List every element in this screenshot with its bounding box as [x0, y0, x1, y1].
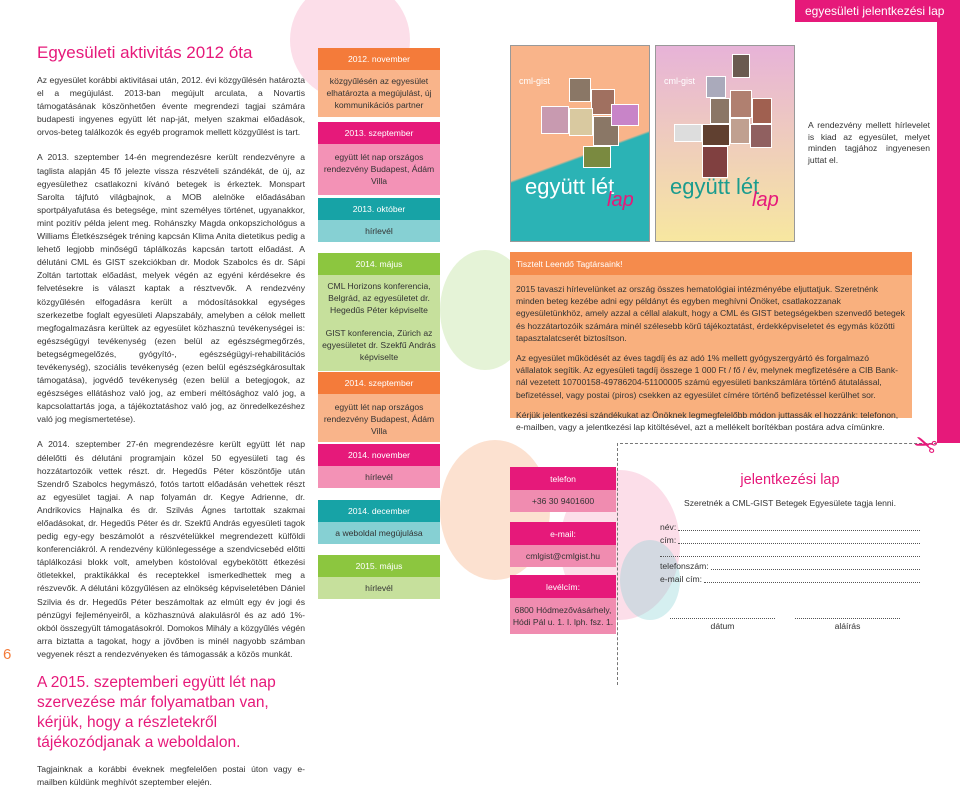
- article-highlight: A 2015. szeptemberi együtt lét nap szervezése már folyamatban van, kérjük, hogy a részletekről tájékozódjanak a weboldalon.: [37, 674, 276, 752]
- newsletter-cover: [655, 45, 795, 242]
- timeline-item: [318, 555, 440, 599]
- contact-phone: [510, 467, 616, 512]
- contact-label: levélcím:: [510, 575, 616, 598]
- timeline-text: hírlevél: [318, 220, 440, 242]
- cover-lap: lap: [607, 189, 634, 211]
- timeline-text: a weboldal megújulása: [318, 522, 440, 544]
- notice-paragraph: Az egyesület működését az éves tagdíj és az adó 1% mellett gyógyszergyártó és forgalmazó vállalatok segítik. Az egyesületi tagdíj összege 1 000 Ft / fő / év, melynek megfizetésére a CIB Bank-nál vezetett 10700158-49786204-51100005 számú egyesületi bankszámlára történő átutalással, befizetéssel, vagy postai (piros) csekken az egyesület címére történő befizetéssel kerülhet sor.: [516, 353, 898, 400]
- notice-paragraph: Kérjük jelentkezési szándékukat az Önöknek legmegfelelőbb módon juttassák el hozzánk: telefonon, e-mailben, vagy a jelentkezési lap kitöltésével, azt a mellékelt borítékban postára adva címünkre.: [516, 409, 899, 433]
- side-color-strip: [937, 22, 960, 443]
- timeline-item: [318, 122, 440, 195]
- article-closing: Tagjainknak a korábbi éveknek megfelelően postai úton vagy e-mailben küldünk meghívót szeptember elején.: [37, 764, 305, 788]
- timeline-date: 2014. május: [318, 253, 440, 275]
- timeline-item: [318, 500, 440, 544]
- cut-line: [620, 443, 937, 444]
- timeline-text: együtt lét nap országos rendezvény Budapest, Ádám Villa: [318, 144, 440, 195]
- contact-value[interactable]: cmlgist@cmlgist.hu: [510, 545, 616, 567]
- article-paragraph: A 2013. szeptember 14-én megrendezésre került rendezvényre a taglista alapján 45 fő jelezte vissza részvételi szándékát, de új, az egyesülethez csatlakozni kívánó betegek is érkeztek. Monspart Sarolta tájfutó világbajnok, a MOB alelnöke előadásában sportpályafutása és betegsége, mint személyes történet, ugyanakkor, mint pozitív példa jelent meg. Rohánszky Magda onkopszichológus a Williams Életkészségek tréning kapcsán Klima Anita dietetikus pedig a lehető legjobb minőségű táplálkozás kapcsán tartott előadást. A délutáni CML és GIST szekciókban dr. Modok Szabolcs és dr. Sápi Zoltán tartottak előadást, melyek végén az egyéni kérdésekre és felvetésekre is választ kaptak a résztvevők. A rendezvény közgyűlésén elfogadásra került a módosításokkal egységes szerkezetbe foglalt egyesületi Alapszabály, amelyben a célok mellett megfogalmazásra kerültek az egyesület közhasznú tevékenységei is: egészségügyi tevékenység (ezen belül az egészségmegőrzés, betegségmegelőzés, gyógyító-, egészségügyi-rehabilitációs tevékenység), szociális tevékenység (ezen belül egészségkárosultak támogatása), jogvédő tevékenység (ezen belül a betegjogok, az egészséges ellátáshoz való jog, az emberi méltósághoz való jog, a kapcsolattartás joga, a tájékoztatáshoz való jog, az önredelkezéshez való jog megismertetése).: [37, 152, 305, 425]
- article: [37, 43, 305, 801]
- contact-label: e-mail:: [510, 522, 616, 545]
- timeline-text: hírlevél: [318, 466, 440, 488]
- timeline-date: 2013. október: [318, 198, 440, 220]
- contact-email: [510, 522, 616, 567]
- address-field[interactable]: [660, 534, 920, 547]
- field-label: e-mail cím:: [660, 574, 703, 584]
- timeline-text: CML Horizons konferencia, Belgrád, az egyesületet dr. Hegedűs Péter képviselte: [327, 281, 431, 315]
- membership-notice: [510, 252, 912, 433]
- notice-heading: Tisztelt Leendő Tagtársaink!: [510, 252, 912, 275]
- timeline-item: [318, 48, 440, 117]
- application-form: [660, 472, 920, 586]
- timeline-text: együtt lét nap országos rendezvény Budapest, Ádám Villa: [318, 394, 440, 442]
- field-label: név:: [660, 522, 677, 532]
- section-tab: egyesületi jelentkezési lap: [795, 0, 960, 22]
- field-label: cím:: [660, 535, 677, 545]
- form-title: jelentkezési lap: [740, 472, 840, 488]
- article-paragraph: Az egyesület korábbi aktivitásai után, 2012. évi közgyűlésén határozta el a megújulást. 2013-ban megújult arculata, a Novartis támogatásának köszönhetően évente megrendezi tagjai számára budapesti ingyenes együtt lét nap-ját, melyen szakmai előadások, orvos-beteg találkozók és egyéb programok mellett közgyűlést is tart.: [37, 75, 305, 138]
- signature-field[interactable]: aláírás: [795, 618, 900, 631]
- timeline-date: 2012. november: [318, 48, 440, 70]
- address-field-line2[interactable]: [660, 547, 920, 560]
- field-label: telefonszám:: [660, 561, 709, 571]
- timeline-date: 2014. december: [318, 500, 440, 522]
- name-field[interactable]: [660, 521, 920, 534]
- timeline-date: 2015. május: [318, 555, 440, 577]
- contact-address: [510, 575, 616, 634]
- page-number: 6: [3, 646, 12, 663]
- cover-title: együtt lét: [670, 174, 760, 199]
- notice-paragraph: 2015 tavaszi hírlevelünket az ország összes hematológiai intézményébe eljuttatjuk. Szeretnénk minden beteg kezébe adni egy példányt és egyben meghívni Önöket, csatlakozzanak egyesületünkhöz, amely azzal a céllal alakult, hogy a CML és GIST betegségekben szenvedő betegek és hozzátartozóik számára minél szélesebb körű tájékoztatást, érdekképviseletet és egymás közötti tapasztalatcserét biztosítson.: [516, 284, 905, 343]
- timeline-item: [318, 372, 440, 442]
- timeline-item: [318, 444, 440, 488]
- date-field[interactable]: dátum: [670, 618, 775, 631]
- article-paragraph: A 2014. szeptember 27-én megrendezésre került együtt lét nap délelőtti és délutáni programjain közel 50 egyesületi tag és hozzátartozóik vettek részt. dr. Hegedűs Péter köszöntője után Szendrő Szabolcs hegymászó, fotós tartott előadásán vehettek részt az egyesület tagjai. A nap folyamán dr. Kegye Adrienne, dr. Andrikovics Hajnalka és dr. Szilvás Ágnes tartottak szakmai előadásokat, dr. Hegedűs Péter és dr. Szekfű András egyesületi tagok pedig egy-egy beszámolót a részvételükkel megrendezett külföldi konferenciákról. A rendezvény különlegessége a szendvicsebéd előtti táplálkozási blokk volt, amelyben kóstolóval egybekötött étkezési ötletekkel, praktikákkal és receptekkel ismerkedhettek meg a részvevők. A délutáni közgyűlésen az elnökség képviseletében Dániel Szilvia és dr. Hegedűs Péter beszámoltak az elmúlt egy év jogi és pénzügyi fejleményeiről, a közhasznúvá alakulásról és az adó 1%-okból összegyült támogatásokról. Domokos Mihály a közgyűlés végén arra biztatta a tagokat, hogy a jövőben is minél nagyobb számban vegyenek részt a rendezvényeken és támogassák a közös munkát.: [37, 439, 305, 659]
- cover-title: együtt lét: [525, 174, 615, 199]
- timeline-date: 2014. november: [318, 444, 440, 466]
- contact-value: 6800 Hódmezővásárhely, Hódi Pál u. 1. I. lph. fsz. 1.: [510, 598, 616, 634]
- contact-value: +36 30 9401600: [510, 490, 616, 512]
- email-field[interactable]: [660, 573, 920, 586]
- phone-field[interactable]: [660, 560, 920, 573]
- cover-logo: cml-gist: [664, 76, 695, 86]
- form-intro: Szeretnék a CML-GIST Betegek Egyesülete tagja lenni.: [684, 498, 896, 508]
- timeline-text: hírlevél: [318, 577, 440, 599]
- article-title: Egyesületi aktivitás 2012 óta: [37, 43, 253, 62]
- timeline-item: [318, 198, 440, 242]
- cover-logo: cml-gist: [519, 76, 550, 86]
- newsletter-cover: [510, 45, 650, 242]
- cut-line: [617, 443, 618, 685]
- timeline-date: 2013. szeptember: [318, 122, 440, 144]
- cover-lap: lap: [752, 189, 779, 211]
- scissors-icon: ✂: [909, 424, 943, 463]
- timeline-text: GIST konferencia, Zürich az egyesületet dr. Szekfű András képviselte: [322, 328, 436, 362]
- newsletter-note: A rendezvény mellett hírlevelet is kiad az egyesület, melyet minden tagjához ingyenesen juttat el.: [808, 120, 930, 165]
- timeline-item: [318, 253, 440, 371]
- contact-label: telefon: [510, 467, 616, 490]
- timeline-date: 2014. szeptember: [318, 372, 440, 394]
- timeline-text: közgyűlésén az egyesület elhatározta a megújulást, új kommunikációs partner: [318, 70, 440, 117]
